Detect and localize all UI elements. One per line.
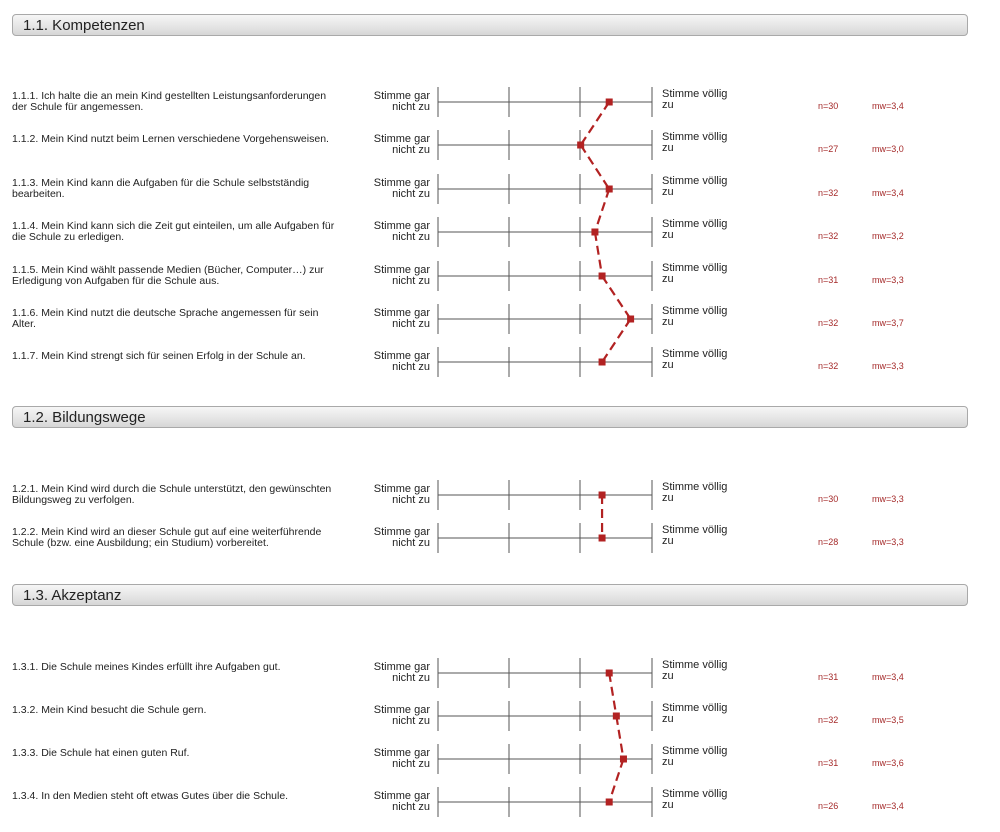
mean-value-label: mw=3,2 [872, 231, 904, 241]
scale-max-label-line2: zu [662, 359, 674, 371]
question-text: 1.1.2. Mein Kind nutzt beim Lernen verschiedene Vorgehensweisen. [12, 133, 329, 145]
scale-min-label-line2: nicht zu [392, 494, 430, 506]
sample-size-label: n=27 [818, 144, 839, 154]
mean-profile-segment [602, 276, 631, 319]
scale-max-label-line2: zu [662, 99, 674, 111]
section-title: 1.1. Kompetenzen [23, 17, 145, 34]
mean-value-label: mw=3,4 [872, 101, 904, 111]
scale-min-label-line1: Stimme gar [373, 307, 430, 319]
mean-value-label: mw=3,4 [872, 801, 904, 811]
scale-min-label-line1: Stimme gar [373, 220, 430, 232]
scale-min-label-line2: nicht zu [392, 101, 430, 113]
section-title: 1.2. Bildungswege [23, 409, 146, 426]
scale-max-label-line1: Stimme völlig [662, 788, 728, 800]
mean-marker [613, 713, 620, 720]
scale-min-label-line1: Stimme gar [373, 704, 430, 716]
scale-min-label-line2: nicht zu [392, 758, 430, 770]
mean-profile-segment [595, 232, 602, 276]
scale-min-label-line1: Stimme gar [373, 483, 430, 495]
mean-value-label: mw=3,6 [872, 758, 904, 768]
mean-profile-segment [602, 319, 631, 362]
scale-max-label-line1: Stimme völlig [662, 175, 728, 187]
sample-size-label: n=31 [818, 672, 839, 682]
scale-min-label-line1: Stimme gar [373, 264, 430, 276]
scale-min-label-line1: Stimme gar [373, 90, 430, 102]
question-text: 1.2.1. Mein Kind wird durch die Schule unterstützt, den gewünschten Bildungsweg zu verfolgen. [12, 483, 332, 506]
question-text: 1.3.1. Die Schule meines Kindes erfüllt ihre Aufgaben gut. [12, 661, 281, 673]
scale-max-label-line2: zu [662, 713, 674, 725]
scale-min-label-line1: Stimme gar [373, 747, 430, 759]
mean-marker [606, 186, 613, 193]
mean-profile-segment [581, 145, 610, 189]
mean-profile-segment [581, 102, 610, 145]
scale-max-label-line1: Stimme völlig [662, 348, 728, 360]
scale-max-label-line1: Stimme völlig [662, 131, 728, 143]
mean-profile-segment [609, 673, 616, 716]
sample-size-label: n=26 [818, 801, 839, 811]
scale-max-label-line1: Stimme völlig [662, 481, 728, 493]
mean-marker [627, 316, 634, 323]
scale-min-label-line2: nicht zu [392, 361, 430, 373]
question-text: 1.3.4. In den Medien steht oft etwas Gutes über die Schule. [12, 790, 289, 802]
scale-max-label-line2: zu [662, 535, 674, 547]
scale-max-label-line1: Stimme völlig [662, 702, 728, 714]
question-text: 1.1.7. Mein Kind strengt sich für seinen Erfolg in der Schule an. [12, 350, 306, 362]
scale-max-label-line2: zu [662, 273, 674, 285]
scale-max-label-line2: zu [662, 229, 674, 241]
scale-min-label-line2: nicht zu [392, 801, 430, 813]
sample-size-label: n=32 [818, 318, 839, 328]
question-text: 1.3.2. Mein Kind besucht die Schule gern. [12, 704, 207, 716]
question-text: 1.2.2. Mein Kind wird an dieser Schule gut auf eine weiterführende Schule (bzw. eine Ausbildung; ein Studium) vorbereitet. [12, 526, 322, 549]
scale-max-label-line1: Stimme völlig [662, 745, 728, 757]
scale-min-label-line2: nicht zu [392, 537, 430, 549]
mean-marker [606, 670, 613, 677]
scale-max-label-line2: zu [662, 492, 674, 504]
scale-min-label-line2: nicht zu [392, 188, 430, 200]
mean-marker [599, 535, 606, 542]
question-text: 1.1.4. Mein Kind kann sich die Zeit gut einteilen, um alle Aufgaben für die Schule zu erledigen. [12, 220, 335, 243]
scale-max-label-line1: Stimme völlig [662, 262, 728, 274]
mean-marker [577, 142, 584, 149]
scale-max-label-line1: Stimme völlig [662, 659, 728, 671]
mean-profile-segment [609, 759, 623, 802]
scale-max-label-line2: zu [662, 142, 674, 154]
scale-max-label-line2: zu [662, 756, 674, 768]
scale-max-label-line1: Stimme völlig [662, 88, 728, 100]
mean-marker [599, 359, 606, 366]
section-title: 1.3. Akzeptanz [23, 587, 122, 604]
sample-size-label: n=32 [818, 715, 839, 725]
scale-max-label-line1: Stimme völlig [662, 305, 728, 317]
scale-min-label-line1: Stimme gar [373, 350, 430, 362]
scale-min-label-line1: Stimme gar [373, 177, 430, 189]
question-text: 1.1.6. Mein Kind nutzt die deutsche Sprache angemessen für sein Alter. [12, 307, 319, 330]
sample-size-label: n=28 [818, 537, 839, 547]
question-text: 1.1.3. Mein Kind kann die Aufgaben für die Schule selbstständig bearbeiten. [12, 177, 310, 200]
mean-value-label: mw=3,3 [872, 361, 904, 371]
mean-value-label: mw=3,3 [872, 494, 904, 504]
mean-value-label: mw=3,0 [872, 144, 904, 154]
scale-min-label-line2: nicht zu [392, 231, 430, 243]
mean-marker [591, 229, 598, 236]
scale-min-label-line1: Stimme gar [373, 790, 430, 802]
mean-marker [606, 99, 613, 106]
mean-value-label: mw=3,7 [872, 318, 904, 328]
scale-max-label-line2: zu [662, 799, 674, 811]
scale-min-label-line2: nicht zu [392, 715, 430, 727]
scale-max-label-line2: zu [662, 316, 674, 328]
question-text: 1.1.5. Mein Kind wählt passende Medien (Bücher, Computer…) zur Erledigung von Aufgaben für die Schule aus. [12, 264, 324, 287]
mean-marker [620, 756, 627, 763]
scale-min-label-line2: nicht zu [392, 672, 430, 684]
scale-max-label-line1: Stimme völlig [662, 218, 728, 230]
sample-size-label: n=32 [818, 231, 839, 241]
scale-min-label-line1: Stimme gar [373, 526, 430, 538]
question-text: 1.3.3. Die Schule hat einen guten Ruf. [12, 747, 190, 759]
scale-min-label-line2: nicht zu [392, 144, 430, 156]
sample-size-label: n=32 [818, 188, 839, 198]
sample-size-label: n=31 [818, 275, 839, 285]
scale-min-label-line1: Stimme gar [373, 661, 430, 673]
sample-size-label: n=32 [818, 361, 839, 371]
mean-marker [599, 273, 606, 280]
mean-value-label: mw=3,5 [872, 715, 904, 725]
mean-marker [606, 799, 613, 806]
sample-size-label: n=30 [818, 101, 839, 111]
mean-value-label: mw=3,3 [872, 275, 904, 285]
mean-value-label: mw=3,4 [872, 188, 904, 198]
sample-size-label: n=30 [818, 494, 839, 504]
mean-marker [599, 492, 606, 499]
mean-value-label: mw=3,3 [872, 537, 904, 547]
scale-max-label-line2: zu [662, 670, 674, 682]
mean-profile-segment [595, 189, 609, 232]
question-text: 1.1.1. Ich halte die an mein Kind gestellten Leistungsanforderungen der Schule für angemessen. [12, 90, 327, 113]
scale-min-label-line1: Stimme gar [373, 133, 430, 145]
scale-min-label-line2: nicht zu [392, 318, 430, 330]
scale-min-label-line2: nicht zu [392, 275, 430, 287]
sample-size-label: n=31 [818, 758, 839, 768]
mean-value-label: mw=3,4 [872, 672, 904, 682]
mean-profile-segment [616, 716, 623, 759]
scale-max-label-line1: Stimme völlig [662, 524, 728, 536]
scale-max-label-line2: zu [662, 186, 674, 198]
